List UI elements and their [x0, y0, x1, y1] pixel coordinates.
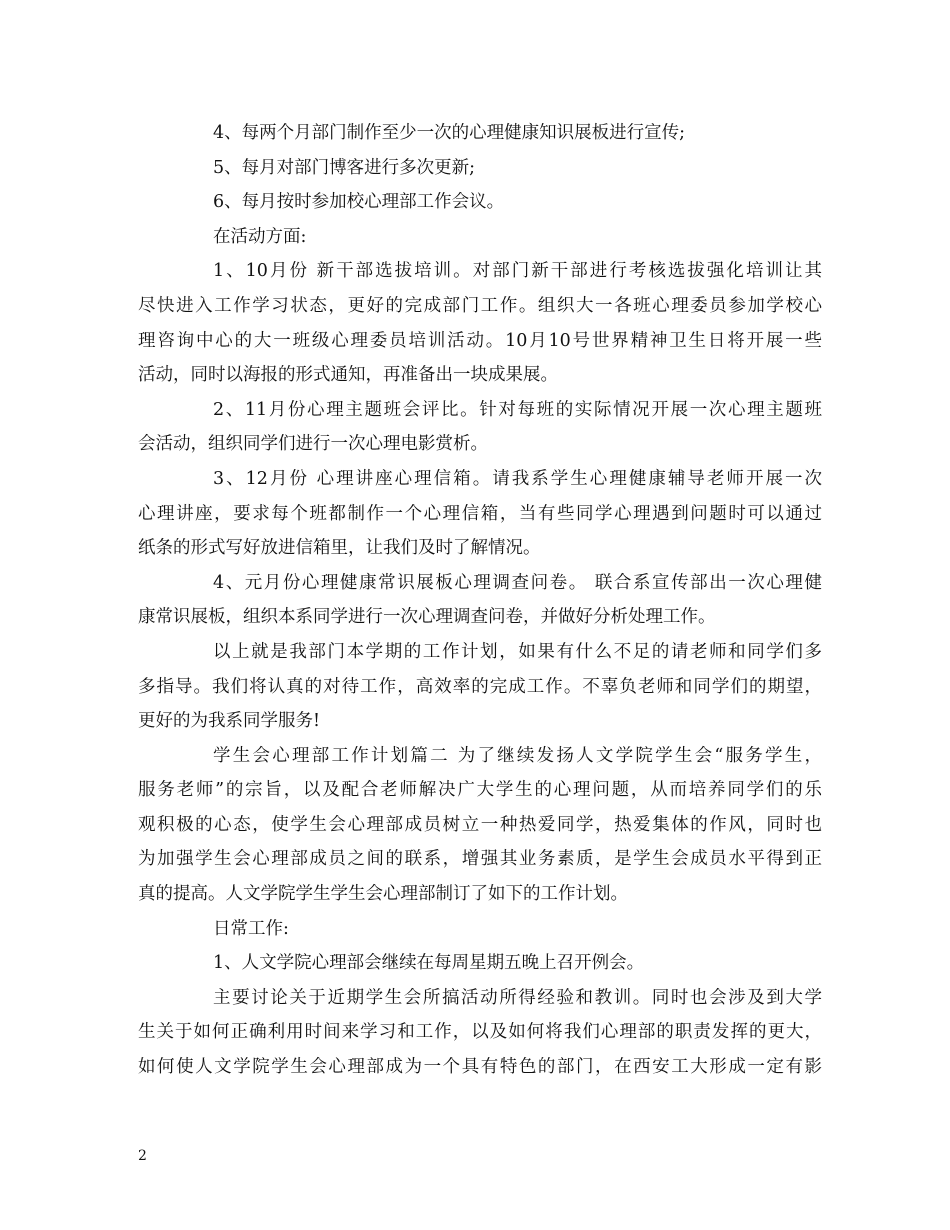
text-line: 以上就是我部门本学期的工作计划，如果有什么不足的请老师和同学们多: [213, 641, 822, 662]
text-line: 主要讨论关于近期学生会所搞活动所得经验和教训。同时也会涉及到大学: [213, 987, 822, 1008]
text-line: 心理讲座，要求每个班都制作一个心理信箱，当有些同学心理遇到问题时可以通过: [138, 503, 822, 524]
text-line: 如何使人文学院学生会心理部成为一个具有特色的部门，在西安工大形成一定有影: [138, 1057, 822, 1078]
text-line: 康常识展板，组织本系同学进行一次心理调查问卷，并做好分析处理工作。: [138, 607, 716, 628]
text-line: 2、11月份心理主题班会评比。针对每班的实际情况开展一次心理主题班: [213, 399, 822, 420]
text-line: 观积极的心态，使学生会心理部成员树立一种热爱同学，热爱集体的作风，同时也: [138, 814, 822, 835]
text-line: 生关于如何正确利用时间来学习和工作，以及如何将我们心理部的职责发挥的更大，: [138, 1022, 822, 1043]
text-line: 学生会心理部工作计划篇二 为了继续发扬人文学院学生会“服务学生，: [213, 745, 822, 766]
text-line: 活动，同时以海报的形式通知，再准备出一块成果展。: [138, 365, 558, 386]
text-line: 1、10月份 新干部选拔培训。对部门新干部进行考核选拔强化培训让其: [213, 261, 822, 282]
text-line: 为加强学生会心理部成员之间的联系，增强其业务素质，是学生会成员水平得到正: [138, 849, 822, 870]
text-line: 3、12月份 心理讲座心理信箱。请我系学生心理健康辅导老师开展一次: [213, 468, 822, 489]
text-line: 真的提高。人文学院学生学生会心理部制订了如下的工作计划。: [138, 884, 628, 905]
text-line: 6、每月按时参加校心理部工作会议。: [213, 192, 505, 213]
text-line: 1、人文学院心理部会继续在每周星期五晚上召开例会。: [213, 953, 645, 974]
document-body: [138, 116, 822, 1085]
text-line: 服务老师”的宗旨，以及配合老师解决广大学生的心理问题，从而培养同学们的乐: [138, 780, 822, 801]
page-number: 2: [138, 1148, 147, 1164]
text-line: 日常工作:: [213, 918, 289, 939]
text-line: 4、元月份心理健康常识展板心理调查问卷。 联合系宣传部出一次心理健: [213, 572, 822, 593]
text-line: 多指导。我们将认真的对待工作，高效率的完成工作。不辜负老师和同学们的期望，: [138, 676, 822, 697]
text-line: 尽快进入工作学习状态，更好的完成部门工作。组织大一各班心理委员参加学校心: [138, 295, 822, 316]
text-line: 理咨询中心的大一班级心理委员培训活动。10月10号世界精神卫生日将开展一些: [138, 330, 822, 351]
text-line: 在活动方面:: [213, 226, 307, 247]
text-line: 会活动，组织同学们进行一次心理电影赏析。: [138, 434, 488, 455]
text-line: 纸条的形式写好放进信箱里，让我们及时了解情况。: [138, 538, 541, 559]
text-line: 5、每月对部门博客进行多次更新;: [213, 157, 476, 178]
text-line: 更好的为我系同学服务!: [138, 711, 321, 732]
text-line: 4、每两个月部门制作至少一次的心理健康知识展板进行宣传;: [213, 123, 686, 143]
